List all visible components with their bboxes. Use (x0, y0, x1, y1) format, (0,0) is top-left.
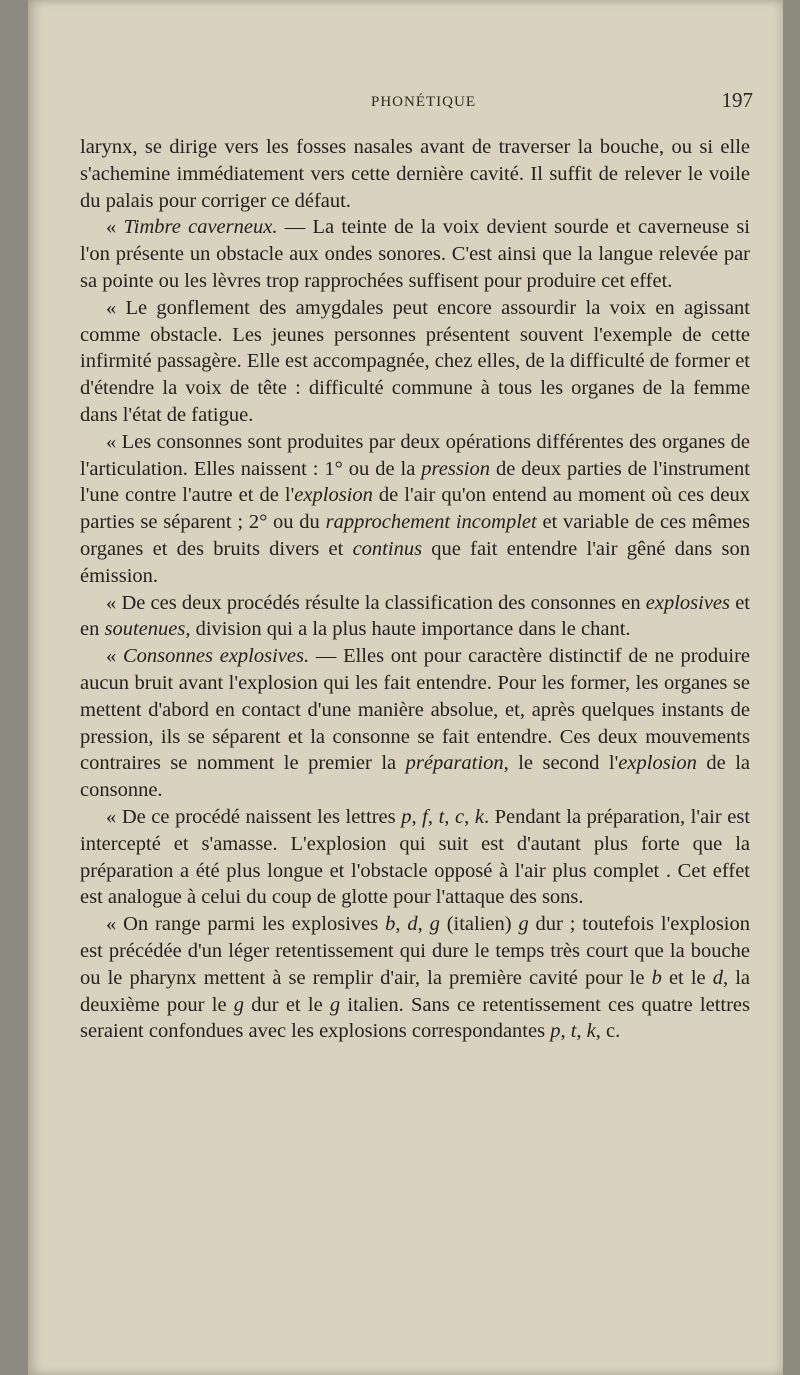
running-head: PHONÉTIQUE (371, 94, 476, 110)
text-segment: « De ces deux procédés résulte la classification des consonnes en (106, 591, 646, 614)
italic-text: b (651, 966, 662, 989)
text-segment: « De ce procédé naissent les lettres (106, 805, 402, 828)
text-segment: dur ; toutefois l'explosion est précédée d'un léger retentissement qui dure le temps très court que la bouche ou le pharynx mettent à se remplir d'air, la première cavité pour le (80, 913, 751, 989)
paragraph (80, 429, 750, 590)
italic-text: explosion (294, 484, 373, 507)
text-segment: et le (661, 966, 713, 989)
text-segment: (italien) (439, 913, 519, 936)
paragraph (80, 295, 750, 429)
text-segment: de l'air qu'on entend au moment où ces deux parties se séparent ; 2° ou du (80, 484, 750, 534)
page-header (28, 88, 783, 118)
text-segment: italien. Sans ce retentissement ces quatre lettres seraient confondues avec les explosions correspondantes (80, 993, 750, 1043)
italic-text: explosives (645, 591, 731, 614)
text-segment: , (576, 1020, 587, 1043)
paragraph (80, 911, 750, 1045)
text-segment: et variable de ces mêmes organes et des bruits divers et (80, 511, 750, 560)
text-segment: , (395, 913, 408, 936)
italic-text: b (385, 913, 396, 936)
text-segment: « Le gonflement des amygdales peut encore assourdir la voix en agissant comme obstacle. Les jeunes personnes présentent souvent l'exemple de cette infirmité passagère. Elle est accompagnée, chez elles, de la difficulté de former et d'étendre la voix de tête : difficulté commune à tous les organes de la femme dans l'état de fatigue. (80, 296, 750, 426)
text-segment: , (417, 913, 430, 936)
italic-text: t (438, 805, 445, 828)
italic-text: k (474, 805, 484, 828)
italic-text: soutenues (104, 618, 186, 641)
text-segment: . Pendant la préparation, l'air est intercepté et s'amasse. L'explosion qui suit est d'autant plus forte que la préparation a été plus longue et l'obstacle opposé à l'air plus complet . Cet effet est analogue à celui du coup de glotte pour l'attaque des sons. (80, 805, 751, 909)
text-segment: « (106, 216, 124, 239)
italic-text: rapprochement incomplet (325, 511, 537, 534)
text-segment: et en (80, 591, 750, 641)
text-segment: « Les consonnes sont produites par deux opérations différentes des organes de l'articulation. Elles naissent : 1° ou de la (80, 430, 750, 480)
italic-text: g (429, 913, 440, 936)
text-segment: — Elles ont pour caractère distinctif de ne produire aucun bruit avant l'explosion qui les fait entendre. Pour les former, les organes se mettent d'abord en contact d'une manière absolue, et, après quelques instants de pression, ils se séparent et la consonne se fait entendre. Ces deux mouvements contraires se nomment le premier la (80, 645, 750, 775)
italic-text: f (422, 805, 428, 828)
text-segment: , (444, 805, 455, 828)
italic-text: p (550, 1020, 561, 1043)
italic-text: g (233, 993, 245, 1016)
italic-text: Consonnes explosives. (123, 645, 310, 668)
italic-text: continus (352, 537, 423, 560)
italic-text: Timbre caverneux. (123, 216, 278, 239)
italic-text: k (586, 1020, 596, 1043)
italic-text: pression (421, 457, 490, 480)
text-segment: — La teinte de la voix devient sourde et caverneuse si l'on présente un obstacle aux ondes sonores. C'est ainsi que la langue relevée par sa pointe ou les lèvres trop rapprochées suffisent pour produire cet effet. (80, 216, 750, 292)
paragraph (80, 590, 750, 644)
text-segment: , (560, 1020, 571, 1043)
text-segment: , (464, 805, 475, 828)
text-segment: , division qui a la plus haute importance dans le chant. (185, 618, 631, 641)
paragraph (80, 214, 750, 294)
paragraph (80, 134, 750, 214)
italic-text: p (401, 805, 412, 828)
text-segment: de deux parties de l'instrument l'une contre l'autre et de l' (80, 457, 751, 507)
text-segment: que fait entendre l'air gêné dans son émission. (80, 537, 751, 587)
text-segment: , le second l' (503, 752, 619, 775)
italic-text: préparation (405, 752, 504, 775)
body-text (80, 134, 750, 1045)
italic-text: c (455, 805, 465, 828)
italic-text: explosion (618, 752, 697, 775)
paragraph (80, 804, 750, 911)
text-segment: dur et le (244, 993, 330, 1016)
italic-text: t (570, 1020, 577, 1043)
text-segment: de la consonne. (80, 752, 751, 802)
text-segment: , c. (595, 1020, 621, 1043)
text-segment: , la deuxième pour le (80, 966, 751, 1016)
text-segment: larynx, se dirige vers les fosses nasales avant de traverser la bouche, ou si elle s'achemine immédiatement vers cette dernière cavité. Il suffit de relever le voile du palais pour corriger ce défaut. (80, 136, 750, 212)
italic-text: g (518, 913, 529, 936)
paragraph (80, 643, 750, 804)
text-segment: , (427, 805, 439, 828)
page-number: 197 (721, 88, 753, 112)
text-segment: , (411, 805, 423, 828)
text-segment: « (106, 645, 123, 668)
italic-text: d (407, 913, 418, 936)
text-segment: « On range parmi les explosives (106, 913, 386, 936)
italic-text: g (329, 993, 341, 1016)
italic-text: d (712, 966, 723, 989)
book-page (28, 0, 783, 1375)
